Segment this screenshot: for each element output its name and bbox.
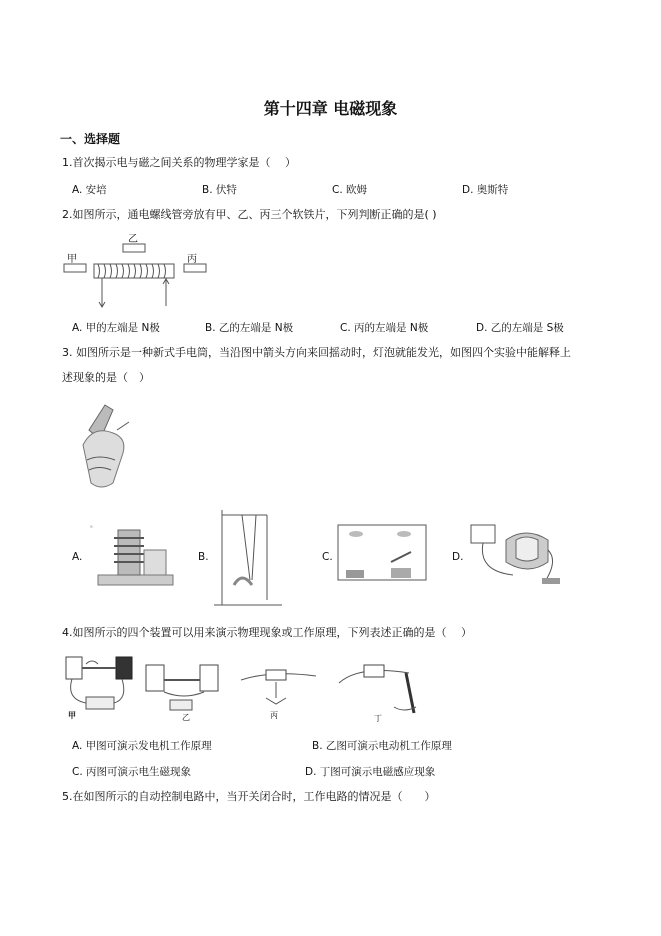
question-3-line-2: 述现象的是（ ） — [62, 371, 150, 384]
question-1: 1.首次揭示电与磁之间关系的物理学家是（ ） — [62, 156, 296, 169]
page-title: 第十四章 电磁现象 — [263, 99, 398, 118]
q3-option-c: C. — [322, 551, 333, 563]
q3-option-b: B. — [198, 551, 209, 563]
label-jia: 甲 — [67, 254, 77, 265]
label-fig-yi: 乙 — [182, 713, 190, 722]
current-magnetic-drawing — [336, 520, 431, 588]
q1-option-b: B. 伏特 — [202, 184, 237, 196]
q4-figure-bing — [236, 662, 326, 724]
q4-option-d: D. 丁图可演示电磁感应现象 — [305, 766, 436, 778]
label-fig-bing: 丙 — [270, 711, 278, 720]
solenoid-figure — [62, 228, 212, 310]
q3-figure-c — [336, 520, 431, 588]
q3-figure-b — [212, 505, 292, 610]
q1-option-d: D. 奥斯特 — [462, 184, 509, 196]
q4-option-a: A. 甲图可演示发电机工作原理 — [72, 740, 212, 752]
bing-drawing — [236, 662, 326, 724]
label-bing: 丙 — [187, 254, 197, 265]
q3-option-d: D. — [452, 551, 464, 563]
q4-figure-ding — [334, 655, 424, 725]
q3-figure-a — [88, 520, 178, 588]
q2-option-d: D. 乙的左端是 S极 — [476, 322, 564, 334]
flashlight-image — [75, 400, 135, 495]
q4-option-c: C. 丙图可演示电生磁现象 — [72, 766, 192, 778]
q4-figure-jia — [62, 652, 137, 722]
q4-option-b: B. 乙图可演示电动机工作原理 — [312, 740, 452, 752]
q3-option-a: A. — [72, 551, 83, 563]
q1-option-c: C. 欧姆 — [332, 184, 368, 196]
label-fig-jia: 甲 — [68, 711, 76, 720]
q1-option-a: A. 安培 — [72, 184, 107, 196]
question-5: 5.在如图所示的自动控制电路中，当开关闭合时，工作电路的情况是（ ） — [62, 790, 436, 803]
q2-option-b: B. 乙的左端是 N极 — [205, 322, 294, 334]
electromagnet-drawing — [88, 520, 178, 588]
label-yi: 乙 — [128, 234, 138, 245]
q2-option-c: C. 丙的左端是 N极 — [340, 322, 429, 334]
svg-text:ᵃ: ᵃ — [90, 524, 93, 532]
generator-drawing — [466, 520, 566, 588]
section-heading: 一、选择题 — [60, 132, 121, 146]
question-4: 4.如图所示的四个装置可以用来演示物理现象或工作原理，下列表述正确的是（ ） — [62, 626, 472, 639]
q4-figure-yi — [142, 660, 232, 725]
flashlight-drawing — [75, 400, 135, 495]
q3-figure-d — [466, 520, 566, 588]
question-2: 2.如图所示，通电螺线管旁放有甲、乙、丙三个软铁片，下列判断正确的是( ) — [62, 208, 437, 221]
question-3-line-1: 3. 如图所示是一种新式手电筒，当沿图中箭头方向来回摇动时，灯泡就能发光，如图四个实验中能解释上 — [62, 346, 571, 359]
q2-option-a: A. 甲的左端是 N极 — [72, 322, 160, 334]
conductor-swing-drawing — [212, 505, 292, 610]
label-fig-ding: 丁 — [374, 714, 382, 723]
